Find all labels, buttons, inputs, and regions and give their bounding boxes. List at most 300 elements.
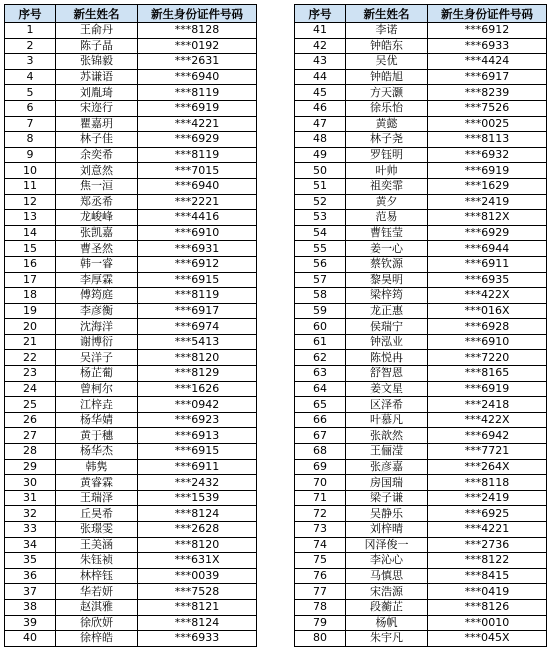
cell-seq: 68 xyxy=(295,444,346,460)
cell-id: ***7220 xyxy=(428,350,547,366)
cell-seq: 13 xyxy=(5,210,56,226)
table-row xyxy=(295,599,547,615)
cell-seq: 57 xyxy=(295,272,346,288)
cell-name: 张锦毅 xyxy=(56,54,138,70)
cell-seq: 3 xyxy=(5,54,56,70)
table-row xyxy=(5,163,257,179)
cell-name: 侯瑞宁 xyxy=(346,319,428,335)
cell-id: ***6919 xyxy=(428,163,547,179)
cell-seq: 31 xyxy=(5,490,56,506)
cell-id: ***6940 xyxy=(138,178,257,194)
cell-name: 蔡钦源 xyxy=(346,256,428,272)
cell-id: ***2419 xyxy=(428,194,547,210)
table-row xyxy=(5,631,257,647)
cell-name: 朱钰祯 xyxy=(56,553,138,569)
cell-name: 杨帆 xyxy=(346,615,428,631)
cell-seq: 28 xyxy=(5,444,56,460)
cell-seq: 54 xyxy=(295,225,346,241)
cell-id: ***0419 xyxy=(428,584,547,600)
cell-id: ***7526 xyxy=(428,100,547,116)
table-row xyxy=(295,459,547,475)
cell-id: ***6931 xyxy=(138,241,257,257)
cell-id: ***045X xyxy=(428,631,547,647)
cell-seq: 15 xyxy=(5,241,56,257)
cell-name: 梁梓筠 xyxy=(346,288,428,304)
cell-id: ***422X xyxy=(428,412,547,428)
table-row xyxy=(295,225,547,241)
table-row xyxy=(295,69,547,85)
cell-seq: 40 xyxy=(5,631,56,647)
cell-id: ***6915 xyxy=(138,272,257,288)
cell-id: ***4416 xyxy=(138,210,257,226)
cell-seq: 14 xyxy=(5,225,56,241)
cell-seq: 39 xyxy=(5,615,56,631)
cell-name: 张璟雯 xyxy=(56,522,138,538)
cell-seq: 62 xyxy=(295,350,346,366)
cell-name: 林子尧 xyxy=(346,132,428,148)
table-row xyxy=(5,584,257,600)
cell-name: 丘昊希 xyxy=(56,506,138,522)
cell-id: ***6912 xyxy=(428,23,547,39)
cell-seq: 36 xyxy=(5,568,56,584)
cell-name: 吴洋子 xyxy=(56,350,138,366)
cell-id: ***6911 xyxy=(138,459,257,475)
cell-id: ***0942 xyxy=(138,397,257,413)
cell-name: 江梓垚 xyxy=(56,397,138,413)
cell-id: ***6940 xyxy=(138,69,257,85)
cell-seq: 63 xyxy=(295,366,346,382)
table-row xyxy=(5,116,257,132)
cell-seq: 24 xyxy=(5,381,56,397)
cell-seq: 26 xyxy=(5,412,56,428)
table-row xyxy=(5,132,257,148)
cell-name: 钟皓东 xyxy=(346,38,428,54)
cell-seq: 4 xyxy=(5,69,56,85)
cell-seq: 60 xyxy=(295,319,346,335)
cell-seq: 30 xyxy=(5,475,56,491)
cell-name: 黄懿 xyxy=(346,116,428,132)
table-row xyxy=(5,288,257,304)
cell-id: ***6942 xyxy=(428,428,547,444)
cell-id: ***2432 xyxy=(138,475,257,491)
cell-seq: 47 xyxy=(295,116,346,132)
table-row xyxy=(295,615,547,631)
cell-name: 李彦衡 xyxy=(56,303,138,319)
cell-seq: 32 xyxy=(5,506,56,522)
cell-name: 李沁心 xyxy=(346,553,428,569)
header-name: 新生姓名 xyxy=(346,5,428,23)
table-row xyxy=(5,599,257,615)
cell-id: ***422X xyxy=(428,288,547,304)
cell-id: ***8118 xyxy=(428,475,547,491)
cell-seq: 72 xyxy=(295,506,346,522)
table-row xyxy=(5,350,257,366)
cell-seq: 48 xyxy=(295,132,346,148)
table-row xyxy=(295,85,547,101)
cell-id: ***6933 xyxy=(428,38,547,54)
table-row xyxy=(5,194,257,210)
table-row xyxy=(5,444,257,460)
cell-name: 刘胤琦 xyxy=(56,85,138,101)
cell-id: ***7528 xyxy=(138,584,257,600)
cell-name: 朱宇凡 xyxy=(346,631,428,647)
cell-seq: 77 xyxy=(295,584,346,600)
cell-seq: 19 xyxy=(5,303,56,319)
cell-name: 吴优 xyxy=(346,54,428,70)
cell-name: 林子佳 xyxy=(56,132,138,148)
table-row xyxy=(5,241,257,257)
student-table-right xyxy=(294,4,547,647)
cell-id: ***6974 xyxy=(138,319,257,335)
table-row xyxy=(5,428,257,444)
table-row xyxy=(295,444,547,460)
cell-name: 沈海洋 xyxy=(56,319,138,335)
table-row xyxy=(5,615,257,631)
cell-id: ***8113 xyxy=(428,132,547,148)
cell-seq: 67 xyxy=(295,428,346,444)
cell-id: ***016X xyxy=(428,303,547,319)
cell-name: 陈悦冉 xyxy=(346,350,428,366)
cell-id: ***8120 xyxy=(138,350,257,366)
cell-seq: 56 xyxy=(295,256,346,272)
table-row xyxy=(295,116,547,132)
table-row xyxy=(5,272,257,288)
cell-id: ***0010 xyxy=(428,615,547,631)
cell-id: ***6932 xyxy=(428,147,547,163)
cell-id: ***6919 xyxy=(428,381,547,397)
cell-name: 瞿嘉玥 xyxy=(56,116,138,132)
cell-name: 黄夕 xyxy=(346,194,428,210)
cell-seq: 76 xyxy=(295,568,346,584)
cell-seq: 6 xyxy=(5,100,56,116)
cell-seq: 80 xyxy=(295,631,346,647)
cell-seq: 74 xyxy=(295,537,346,553)
cell-name: 焦一洹 xyxy=(56,178,138,194)
cell-id: ***812X xyxy=(428,210,547,226)
cell-name: 姜文星 xyxy=(346,381,428,397)
header-row xyxy=(5,5,257,23)
cell-name: 姜一心 xyxy=(346,241,428,257)
cell-seq: 78 xyxy=(295,599,346,615)
cell-seq: 46 xyxy=(295,100,346,116)
cell-id: ***8128 xyxy=(138,23,257,39)
cell-name: 王俞丹 xyxy=(56,23,138,39)
cell-name: 余奕希 xyxy=(56,147,138,163)
cell-name: 曹圣然 xyxy=(56,241,138,257)
table-row xyxy=(5,85,257,101)
cell-id: ***6910 xyxy=(138,225,257,241)
cell-seq: 70 xyxy=(295,475,346,491)
cell-seq: 35 xyxy=(5,553,56,569)
table-row xyxy=(295,178,547,194)
cell-seq: 34 xyxy=(5,537,56,553)
cell-name: 吴静乐 xyxy=(346,506,428,522)
table-row xyxy=(5,147,257,163)
cell-id: ***4424 xyxy=(428,54,547,70)
cell-id: ***1539 xyxy=(138,490,257,506)
cell-seq: 64 xyxy=(295,381,346,397)
cell-id: ***6925 xyxy=(428,506,547,522)
cell-seq: 52 xyxy=(295,194,346,210)
table-row xyxy=(295,506,547,522)
cell-seq: 5 xyxy=(5,85,56,101)
cell-seq: 9 xyxy=(5,147,56,163)
table-row xyxy=(5,210,257,226)
cell-id: ***8415 xyxy=(428,568,547,584)
cell-name: 龙正惠 xyxy=(346,303,428,319)
cell-seq: 16 xyxy=(5,256,56,272)
cell-name: 叶慕凡 xyxy=(346,412,428,428)
cell-id: ***0192 xyxy=(138,38,257,54)
table-row xyxy=(295,428,547,444)
cell-id: ***2736 xyxy=(428,537,547,553)
header-id: 新生身份证件号码 xyxy=(138,5,257,23)
table-row xyxy=(5,506,257,522)
cell-name: 梁子谦 xyxy=(346,490,428,506)
cell-id: ***264X xyxy=(428,459,547,475)
table-row xyxy=(5,366,257,382)
table-row xyxy=(295,334,547,350)
cell-id: ***8119 xyxy=(138,288,257,304)
cell-seq: 2 xyxy=(5,38,56,54)
cell-seq: 22 xyxy=(5,350,56,366)
cell-seq: 65 xyxy=(295,397,346,413)
cell-name: 王俪滢 xyxy=(346,444,428,460)
table-row xyxy=(295,288,547,304)
cell-seq: 61 xyxy=(295,334,346,350)
cell-name: 房国瑞 xyxy=(346,475,428,491)
table-row xyxy=(5,69,257,85)
table-row xyxy=(5,54,257,70)
cell-id: ***6929 xyxy=(428,225,547,241)
table-row xyxy=(295,319,547,335)
cell-name: 李厚霖 xyxy=(56,272,138,288)
cell-name: 张彦嘉 xyxy=(346,459,428,475)
table-row xyxy=(5,475,257,491)
table-row xyxy=(295,147,547,163)
cell-name: 杨华杰 xyxy=(56,444,138,460)
cell-seq: 7 xyxy=(5,116,56,132)
table-row xyxy=(5,38,257,54)
cell-seq: 17 xyxy=(5,272,56,288)
cell-seq: 25 xyxy=(5,397,56,413)
cell-id: ***6911 xyxy=(428,256,547,272)
cell-name: 钟泓业 xyxy=(346,334,428,350)
cell-name: 王美涵 xyxy=(56,537,138,553)
table-row xyxy=(5,178,257,194)
table-row xyxy=(5,459,257,475)
cell-seq: 69 xyxy=(295,459,346,475)
cell-name: 华若妍 xyxy=(56,584,138,600)
cell-id: ***8122 xyxy=(428,553,547,569)
cell-name: 陈子晶 xyxy=(56,38,138,54)
cell-seq: 41 xyxy=(295,23,346,39)
table-row xyxy=(295,366,547,382)
table-row xyxy=(295,256,547,272)
cell-id: ***1629 xyxy=(428,178,547,194)
cell-seq: 45 xyxy=(295,85,346,101)
table-row xyxy=(5,553,257,569)
cell-seq: 51 xyxy=(295,178,346,194)
cell-name: 韩一睿 xyxy=(56,256,138,272)
cell-name: 徐欣妍 xyxy=(56,615,138,631)
cell-name: 黄于穗 xyxy=(56,428,138,444)
cell-name: 刘梓晴 xyxy=(346,522,428,538)
table-row xyxy=(295,522,547,538)
cell-id: ***6933 xyxy=(138,631,257,647)
table-row xyxy=(295,132,547,148)
cell-id: ***5413 xyxy=(138,334,257,350)
cell-name: 范易 xyxy=(346,210,428,226)
cell-seq: 8 xyxy=(5,132,56,148)
table-row xyxy=(5,522,257,538)
table-row xyxy=(5,23,257,39)
table-row xyxy=(5,381,257,397)
cell-name: 刘意然 xyxy=(56,163,138,179)
cell-seq: 79 xyxy=(295,615,346,631)
cell-id: ***2221 xyxy=(138,194,257,210)
cell-id: ***6929 xyxy=(138,132,257,148)
student-table-left xyxy=(4,4,257,647)
cell-seq: 53 xyxy=(295,210,346,226)
table-row xyxy=(295,272,547,288)
cell-name: 徐乐怡 xyxy=(346,100,428,116)
table-row xyxy=(295,350,547,366)
cell-name: 韩隽 xyxy=(56,459,138,475)
table-row xyxy=(295,194,547,210)
cell-seq: 33 xyxy=(5,522,56,538)
table-row xyxy=(5,412,257,428)
table-row xyxy=(295,553,547,569)
cell-seq: 44 xyxy=(295,69,346,85)
table-row xyxy=(5,490,257,506)
cell-seq: 27 xyxy=(5,428,56,444)
cell-id: ***6919 xyxy=(138,100,257,116)
table-row xyxy=(5,319,257,335)
cell-name: 曾柯尔 xyxy=(56,381,138,397)
cell-seq: 38 xyxy=(5,599,56,615)
cell-name: 谢博衍 xyxy=(56,334,138,350)
cell-seq: 71 xyxy=(295,490,346,506)
table-row xyxy=(295,412,547,428)
cell-id: ***6917 xyxy=(428,69,547,85)
cell-seq: 59 xyxy=(295,303,346,319)
cell-name: 区泽希 xyxy=(346,397,428,413)
table-row xyxy=(295,100,547,116)
table-row xyxy=(5,334,257,350)
cell-id: ***0025 xyxy=(428,116,547,132)
cell-name: 黎昊明 xyxy=(346,272,428,288)
cell-id: ***6912 xyxy=(138,256,257,272)
cell-name: 徐梓皓 xyxy=(56,631,138,647)
cell-name: 段蘅芷 xyxy=(346,599,428,615)
cell-id: ***6913 xyxy=(138,428,257,444)
cell-name: 张凯嘉 xyxy=(56,225,138,241)
cell-id: ***6935 xyxy=(428,272,547,288)
cell-id: ***6915 xyxy=(138,444,257,460)
cell-id: ***8239 xyxy=(428,85,547,101)
cell-id: ***8121 xyxy=(138,599,257,615)
cell-seq: 58 xyxy=(295,288,346,304)
cell-id: ***2418 xyxy=(428,397,547,413)
cell-name: 冈泽俊一 xyxy=(346,537,428,553)
cell-name: 方天灏 xyxy=(346,85,428,101)
cell-seq: 1 xyxy=(5,23,56,39)
cell-id: ***8129 xyxy=(138,366,257,382)
cell-name: 曹钰莹 xyxy=(346,225,428,241)
cell-name: 杨芷葡 xyxy=(56,366,138,382)
cell-name: 林梓钰 xyxy=(56,568,138,584)
cell-id: ***7721 xyxy=(428,444,547,460)
cell-id: ***6910 xyxy=(428,334,547,350)
cell-id: ***4221 xyxy=(428,522,547,538)
cell-id: ***8119 xyxy=(138,85,257,101)
table-row xyxy=(295,397,547,413)
cell-id: ***2628 xyxy=(138,522,257,538)
table-row xyxy=(5,303,257,319)
header-seq: 序号 xyxy=(5,5,56,23)
cell-name: 杨华婧 xyxy=(56,412,138,428)
cell-seq: 37 xyxy=(5,584,56,600)
header-name: 新生姓名 xyxy=(56,5,138,23)
cell-id: ***8120 xyxy=(138,537,257,553)
cell-name: 马慎思 xyxy=(346,568,428,584)
header-id: 新生身份证件号码 xyxy=(428,5,547,23)
cell-name: 苏谦语 xyxy=(56,69,138,85)
table-row xyxy=(295,381,547,397)
table-row xyxy=(295,38,547,54)
cell-seq: 10 xyxy=(5,163,56,179)
cell-id: ***2419 xyxy=(428,490,547,506)
cell-id: ***1626 xyxy=(138,381,257,397)
cell-name: 黄睿霖 xyxy=(56,475,138,491)
table-row xyxy=(295,568,547,584)
table-row xyxy=(295,210,547,226)
table-row xyxy=(295,163,547,179)
cell-id: ***6944 xyxy=(428,241,547,257)
cell-seq: 49 xyxy=(295,147,346,163)
table-row xyxy=(295,584,547,600)
cell-name: 宋浩源 xyxy=(346,584,428,600)
cell-id: ***8126 xyxy=(428,599,547,615)
cell-name: 舒智恩 xyxy=(346,366,428,382)
cell-name: 张歆然 xyxy=(346,428,428,444)
table-row xyxy=(295,475,547,491)
cell-seq: 75 xyxy=(295,553,346,569)
cell-name: 祖奕霏 xyxy=(346,178,428,194)
cell-id: ***8124 xyxy=(138,615,257,631)
cell-seq: 18 xyxy=(5,288,56,304)
cell-seq: 50 xyxy=(295,163,346,179)
cell-id: ***631X xyxy=(138,553,257,569)
cell-id: ***6928 xyxy=(428,319,547,335)
table-row xyxy=(295,490,547,506)
cell-id: ***4221 xyxy=(138,116,257,132)
table-row xyxy=(5,568,257,584)
cell-seq: 55 xyxy=(295,241,346,257)
table-row xyxy=(5,225,257,241)
table-row xyxy=(295,631,547,647)
cell-seq: 43 xyxy=(295,54,346,70)
table-row xyxy=(295,23,547,39)
table-row xyxy=(5,256,257,272)
cell-name: 王瑞泽 xyxy=(56,490,138,506)
table-row xyxy=(295,537,547,553)
cell-seq: 21 xyxy=(5,334,56,350)
cell-id: ***6917 xyxy=(138,303,257,319)
cell-id: ***6923 xyxy=(138,412,257,428)
cell-id: ***8119 xyxy=(138,147,257,163)
